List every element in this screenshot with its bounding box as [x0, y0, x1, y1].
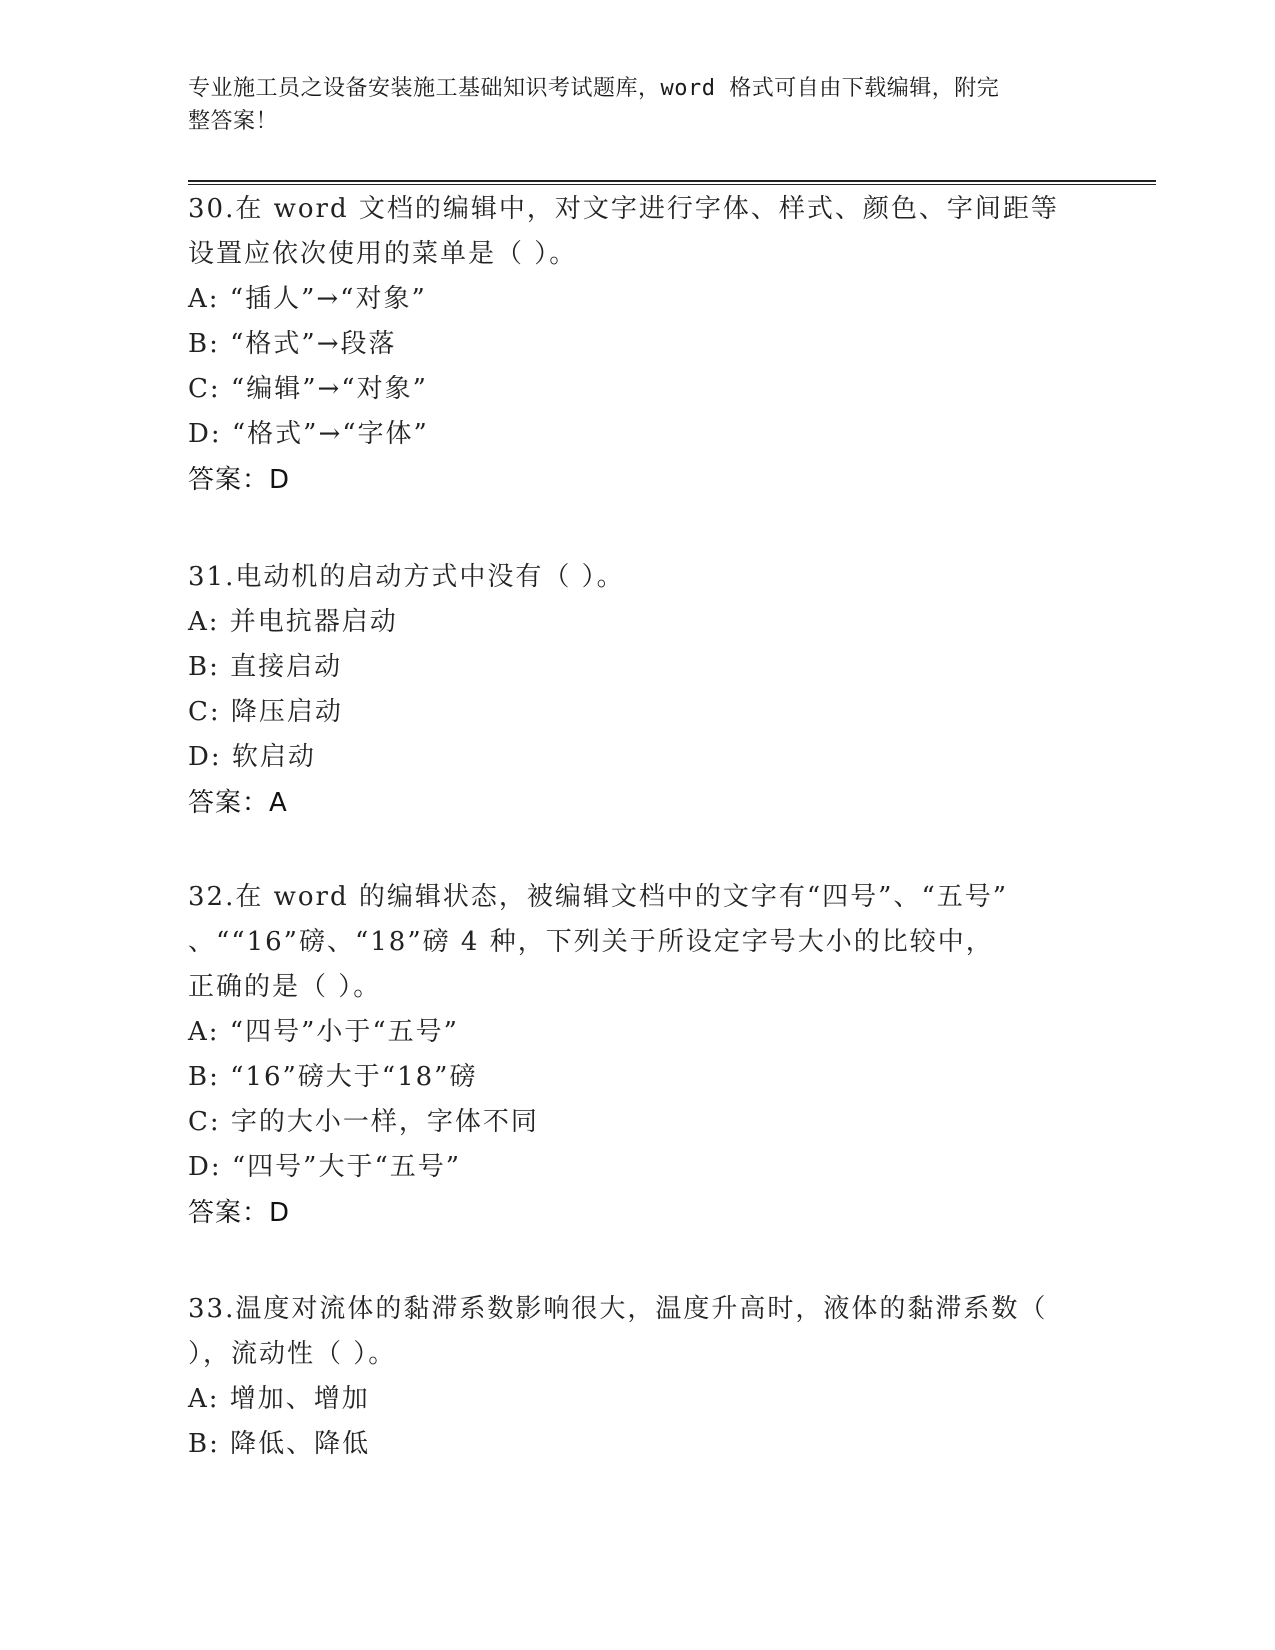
header-divider-thick — [188, 180, 1156, 182]
question-stem-line: 33.温度对流体的黏滞系数影响很大，温度升高时，液体的黏滞系数（ — [188, 1294, 1048, 1324]
question-stem-line: 正确的是（ ）。 — [188, 972, 382, 1002]
question-stem-line: 、““16”磅、“18”磅 4 种，下列关于所设定字号大小的比较中， — [188, 927, 994, 957]
question-stem-line: ），流动性（ ）。 — [188, 1339, 397, 1369]
option-a: A: 并电抗器启动 — [188, 607, 398, 637]
option-a: A: 增加、增加 — [188, 1384, 370, 1414]
header-divider-thin — [188, 184, 1156, 185]
question-30 — [188, 187, 1068, 503]
option-d: D: “四号”大于“五号” — [188, 1152, 462, 1182]
question-stem-line: 32.在 word 的编辑状态，被编辑文档中的文字有“四号”、“五号” — [188, 882, 1009, 912]
answer-label: 答案：D — [188, 465, 291, 495]
header-line-2: 整答案！ — [188, 109, 279, 134]
question-stem-line: 设置应依次使用的菜单是（ ）。 — [188, 239, 578, 269]
question-32 — [188, 875, 1068, 1236]
option-b: B: “16”磅大于“18”磅 — [188, 1062, 478, 1092]
answer-label: 答案：D — [188, 1198, 291, 1228]
option-c: C: 字的大小一样，字体不同 — [188, 1107, 539, 1137]
question-stem-line: 31.电动机的启动方式中没有（ ）。 — [188, 562, 625, 592]
header-line-1: 专业施工员之设备安装施工基础知识考试题库，word 格式可自由下载编辑，附完 — [188, 76, 1000, 101]
option-c: C: “编辑”→“对象” — [188, 374, 428, 404]
option-d: D: “格式”→“字体” — [188, 419, 429, 449]
option-b: B: 直接启动 — [188, 652, 343, 682]
question-stem-line: 30.在 word 文档的编辑中，对文字进行字体、样式、颜色、字间距等 — [188, 194, 1059, 224]
document-header — [188, 72, 1068, 138]
option-b: B: 降低、降低 — [188, 1429, 371, 1459]
answer-label: 答案：A — [188, 788, 288, 818]
option-a: A: “四号”小于“五号” — [188, 1017, 459, 1047]
question-33 — [188, 1287, 1068, 1467]
question-31 — [188, 555, 1068, 826]
option-d: D: 软启动 — [188, 742, 316, 772]
option-b: B: “格式”→段落 — [188, 329, 397, 359]
option-a: A: “插人”→“对象” — [188, 284, 427, 314]
option-c: C: 降压启动 — [188, 697, 343, 727]
